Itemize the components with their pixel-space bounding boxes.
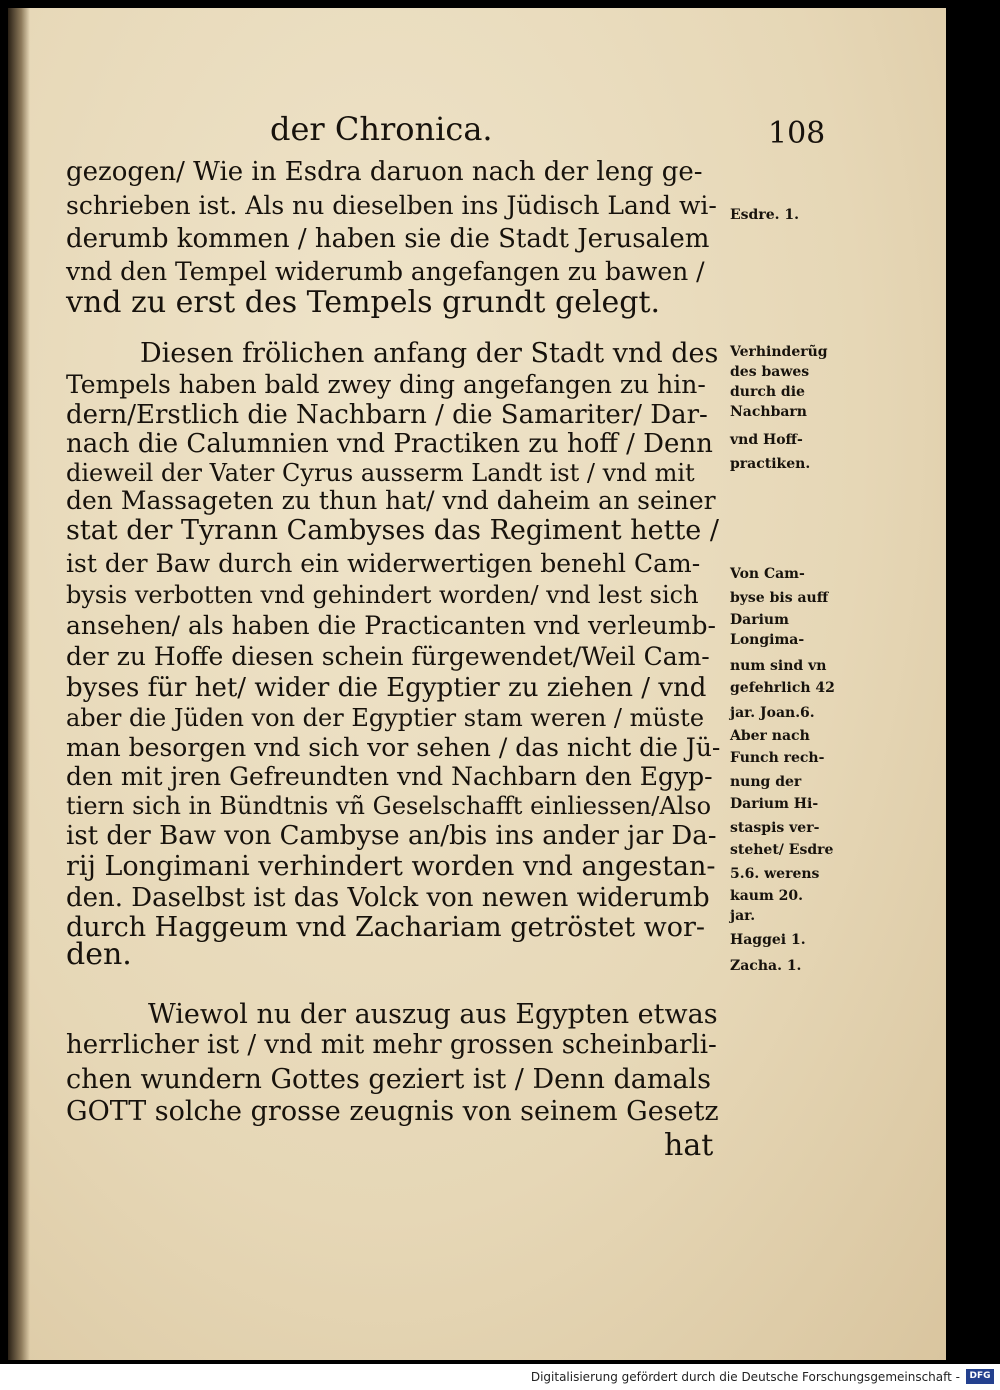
body-line: der zu Hoffe diesen schein fürgewendet/Weil Cam- bbox=[66, 642, 710, 671]
body-line: den. bbox=[66, 937, 132, 972]
body-line: tiern sich in Bündtnis vñ Geselschafft einliessen/Also bbox=[66, 792, 712, 820]
body-line: GOTT solche grosse zeugnis von seinem Gesetz bbox=[66, 1096, 719, 1127]
body-line: durch Haggeum vnd Zachariam getröstet wor- bbox=[66, 912, 706, 943]
footer-credit-text: Digitalisierung gefördert durch die Deutsche Forschungsgemeinschaft - bbox=[530, 1370, 960, 1384]
body-line: Diesen frölichen anfang der Stadt vnd des bbox=[140, 338, 719, 369]
margin-note-line: Zacha. 1. bbox=[730, 958, 802, 974]
body-line: dieweil der Vater Cyrus ausserm Landt ist / vnd mit bbox=[66, 459, 695, 487]
margin-note-line: 5.6. werens bbox=[730, 866, 820, 882]
margin-note-line: durch die bbox=[730, 384, 805, 400]
margin-note-line: Von Cam- bbox=[730, 566, 805, 582]
body-line: aber die Jüden von der Egyptier stam weren / müste bbox=[66, 704, 705, 732]
body-line: dern/Erstlich die Nachbarn / die Samariter/ Dar- bbox=[66, 400, 708, 430]
body-line: vnd den Tempel widerumb angefangen zu bawen / bbox=[66, 257, 705, 286]
body-line: herrlicher ist / vnd mit mehr grossen scheinbarli- bbox=[66, 1030, 717, 1060]
margin-note-line: practiken. bbox=[730, 456, 811, 472]
body-line: Wiewol nu der auszug aus Egypten etwas bbox=[148, 999, 718, 1030]
body-line: man besorgen vnd sich vor sehen / das nicht die Jü- bbox=[66, 733, 721, 762]
body-line: bysis verbotten vnd gehindert worden/ vnd lest sich bbox=[66, 581, 699, 609]
body-line: nach die Calumnien vnd Practiken zu hoff / Denn bbox=[66, 429, 713, 459]
body-line: hat bbox=[664, 1128, 714, 1163]
body-line: chen wundern Gottes geziert ist / Denn damals bbox=[66, 1064, 712, 1095]
body-line: rij Longimani verhindert worden vnd angestan- bbox=[66, 851, 716, 882]
body-line: ist der Baw von Cambyse an/bis ins ander jar Da- bbox=[66, 821, 717, 851]
margin-note-line: Esdre. 1. bbox=[730, 207, 799, 223]
page-number: 108 bbox=[768, 116, 826, 151]
body-line: den. Daselbst ist das Volck von newen widerumb bbox=[66, 883, 710, 913]
margin-note-line: Darium bbox=[730, 612, 789, 628]
margin-note-line: des bawes bbox=[730, 364, 810, 380]
body-line: ansehen/ als haben die Practicanten vnd verleumb- bbox=[66, 611, 716, 640]
margin-note-line: Haggei 1. bbox=[730, 932, 806, 948]
margin-note-line: Aber nach bbox=[730, 728, 810, 744]
margin-note-line: Verhinderũg bbox=[730, 344, 828, 360]
margin-note-line: nung der bbox=[730, 774, 802, 790]
margin-note-line: kaum 20. bbox=[730, 888, 803, 904]
margin-note-line: Nachbarn bbox=[730, 404, 807, 420]
margin-note-line: vnd Hoff- bbox=[730, 432, 803, 448]
body-line: stat der Tyrann Cambyses das Regiment hette / bbox=[66, 515, 719, 546]
body-line: Tempels haben bald zwey ding angefangen zu hin- bbox=[66, 370, 706, 399]
margin-note-line: Darium Hi- bbox=[730, 796, 819, 812]
margin-note-line: staspis ver- bbox=[730, 820, 820, 836]
running-title: der Chronica. bbox=[270, 110, 493, 148]
body-line: vnd zu erst des Tempels grundt gelegt. bbox=[66, 285, 661, 320]
body-line: ist der Baw durch ein widerwertigen benehl Cam- bbox=[66, 549, 701, 578]
margin-note-line: jar. Joan.6. bbox=[730, 705, 815, 721]
margin-note-line: stehet/ Esdre bbox=[730, 842, 834, 858]
body-line: gezogen/ Wie in Esdra daruon nach der leng ge- bbox=[66, 157, 703, 187]
margin-note-line: byse bis auff bbox=[730, 590, 829, 606]
body-line: schrieben ist. Als nu dieselben ins Jüdisch Land wi- bbox=[66, 191, 717, 220]
body-line: byses für het/ wider die Egyptier zu ziehen / vnd bbox=[66, 673, 707, 703]
dfg-logo: DFG bbox=[966, 1369, 994, 1384]
digitization-footer bbox=[0, 1364, 1000, 1390]
margin-note-line: jar. bbox=[730, 908, 756, 924]
body-line: den mit jren Gefreundten vnd Nachbarn den Egyp- bbox=[66, 762, 713, 791]
margin-note-line: Funch rech- bbox=[730, 750, 825, 766]
body-line: derumb kommen / haben sie die Stadt Jerusalem bbox=[66, 224, 710, 254]
body-line: den Massageten zu thun hat/ vnd daheim an seiner bbox=[66, 486, 716, 515]
page-spine-shadow bbox=[8, 8, 30, 1360]
margin-note-line: gefehrlich 42 bbox=[730, 680, 835, 696]
margin-note-line: Longima- bbox=[730, 632, 805, 648]
margin-note-line: num sind vn bbox=[730, 658, 827, 674]
